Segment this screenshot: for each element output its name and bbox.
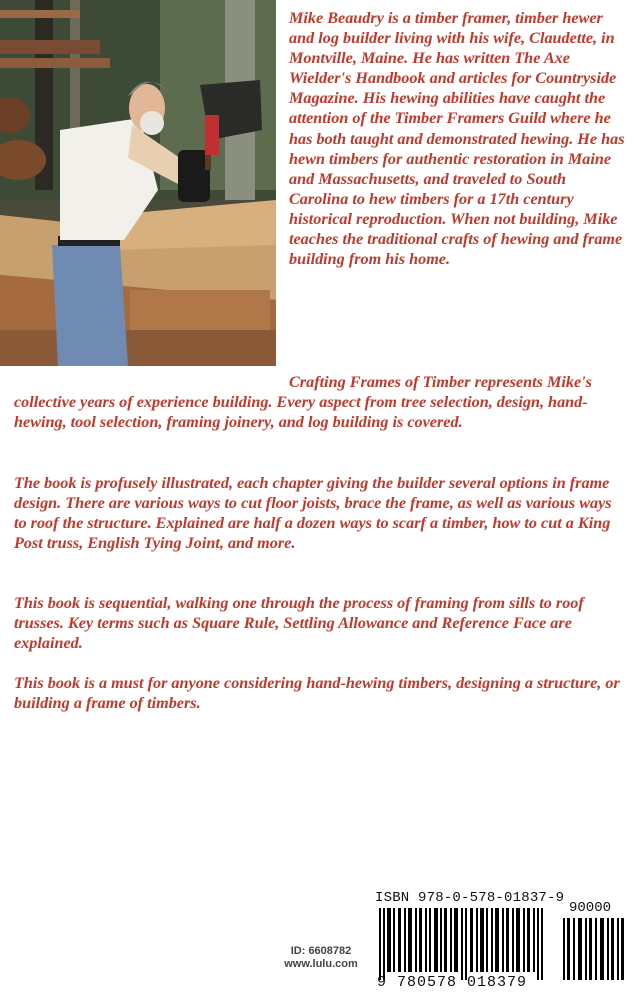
publisher-id: ID: 6608782	[290, 945, 352, 957]
sequential-paragraph: This book is sequential, walking one through the process of framing from sills to roof trusses. Key terms such as Square Rule, Settling Allowance and Reference Face are explained.	[14, 594, 584, 653]
publisher-info	[276, 945, 366, 971]
publisher-url: www.lulu.com	[284, 958, 358, 970]
author-hewing-image	[0, 0, 276, 366]
barcode-digits: 9 780578 018379	[377, 974, 528, 991]
author-bio: Mike Beaudry is a timber framer, timber hewer and log builder living with his wife, Claudette, in Montville, Maine. He has written The Axe Wielder's Handbook and articles for Countryside Magazine. His hewing abilities have caught the attention of the Timber Framers Guild where he has both taught and demonstrated hewing. He has hewn timbers for authentic restoration in Maine and Massachusetts, and traveled to South Carolina to hew timbers for a 17th century historical reproduction. When not building, Mike teaches the traditional crafts of hewing and frame building from his home.	[289, 9, 625, 269]
summary-paragraph: Crafting Frames of Timber represents Mike's collective years of experience building. Every aspect from tree selection, design, hand-hewing, tool selection, framing joinery, and log building is covered.	[14, 373, 592, 432]
recommendation-paragraph: This book is a must for anyone considering hand-hewing timbers, designing a structure, or building a frame of timbers.	[14, 674, 620, 713]
author-photo	[0, 0, 276, 366]
price-code: 90000	[569, 900, 612, 916]
isbn-barcode	[373, 888, 631, 996]
illustrations-paragraph: The book is profusely illustrated, each chapter giving the builder several options in frame design. There are various ways to cut floor joists, brace the frame, as well as various ways to roof the structure. Explained are half a dozen ways to scarf a timber, how to cut a King Post truss, English Tying Joint, and more.	[14, 474, 612, 553]
isbn-number: ISBN 978-0-578-01837-9	[375, 890, 565, 906]
